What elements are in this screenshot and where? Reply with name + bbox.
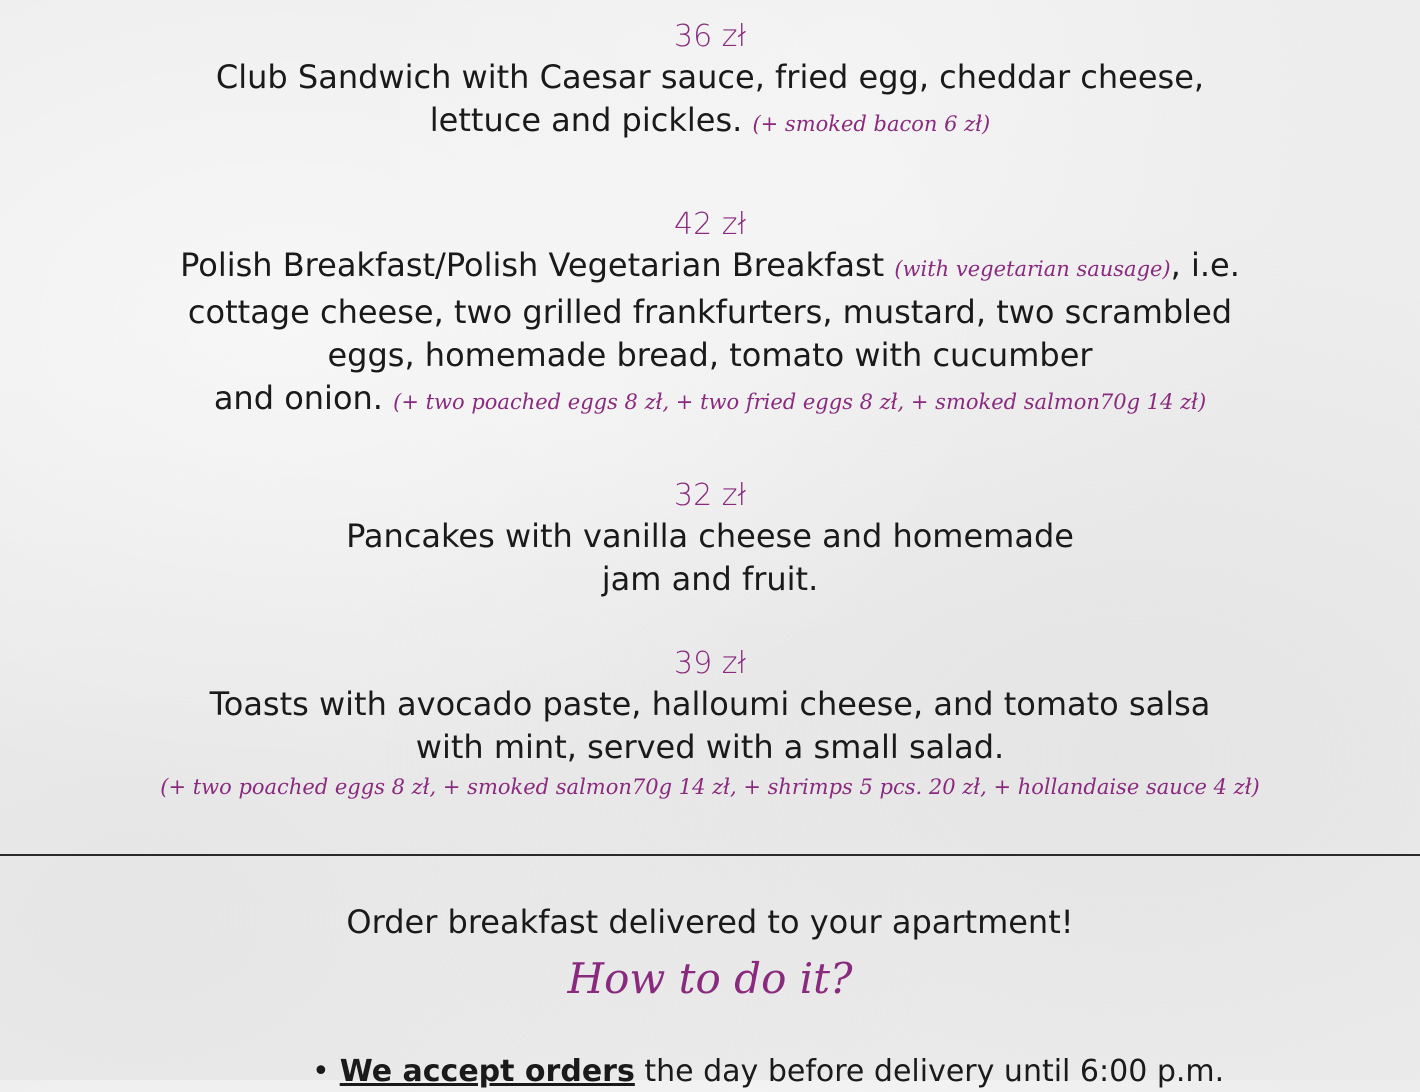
item-description-text: , i.e. (1170, 246, 1240, 284)
item-description-line: Pancakes with vanilla cheese and homemade (346, 517, 1074, 555)
item-addon-note: (+ smoked bacon 6 zł) (752, 112, 991, 136)
order-rule-bullet (312, 1052, 1224, 1092)
menu-item-avocado-toasts (0, 645, 1420, 799)
item-price: 32 zł (674, 478, 746, 513)
item-description-text: and onion. (213, 379, 383, 417)
item-description-text: lettuce and pickles. (429, 101, 743, 139)
item-price: 42 zł (674, 207, 746, 242)
item-description-line: with mint, served with a small salad. (415, 728, 1005, 766)
item-description-line: cottage cheese, two grilled frankfurters, mustard, two scrambled (187, 293, 1233, 331)
item-description-line (0, 244, 1420, 291)
item-inline-note: (with vegetarian sausage) (894, 257, 1171, 281)
bullet-text: the day before delivery until 6:00 p.m. (634, 1054, 1225, 1089)
item-description (0, 56, 1420, 146)
item-description-line: Toasts with avocado paste, halloumi cheese, and tomato salsa (209, 685, 1211, 723)
bullet-bold-text: We accept orders (339, 1054, 635, 1089)
item-description-line (0, 99, 1420, 146)
item-description-line: Club Sandwich with Caesar sauce, fried egg, cheddar cheese, (215, 58, 1205, 96)
menu-item-club-sandwich (0, 18, 1420, 146)
section-divider (0, 854, 1420, 856)
how-to-heading: How to do it? (567, 954, 853, 1003)
item-addon-note: (+ two poached eggs 8 zł, + two fried eggs 8 zł, + smoked salmon70g 14 zł) (393, 390, 1207, 414)
item-description-text: Polish Breakfast/Polish Vegetarian Breakfast (180, 246, 885, 284)
item-description-line: jam and fruit. (601, 560, 819, 598)
menu-item-polish-breakfast (0, 206, 1420, 424)
menu-item-pancakes (0, 477, 1420, 601)
item-description (0, 683, 1420, 769)
item-price: 36 zł (674, 19, 746, 54)
item-price: 39 zł (674, 646, 746, 681)
item-description (0, 515, 1420, 601)
item-addon-note: (+ two poached eggs 8 zł, + smoked salmon70g 14 zł, + shrimps 5 pcs. 20 zł, + hollandaise sauce 4 zł) (160, 775, 1260, 799)
item-addon-row (0, 775, 1420, 799)
item-description-line (0, 377, 1420, 424)
item-description-line: eggs, homemade bread, tomato with cucumber (327, 336, 1093, 374)
order-heading: Order breakfast delivered to your apartment! (346, 903, 1074, 941)
item-description (0, 244, 1420, 424)
bullet-icon: • (312, 1054, 330, 1089)
